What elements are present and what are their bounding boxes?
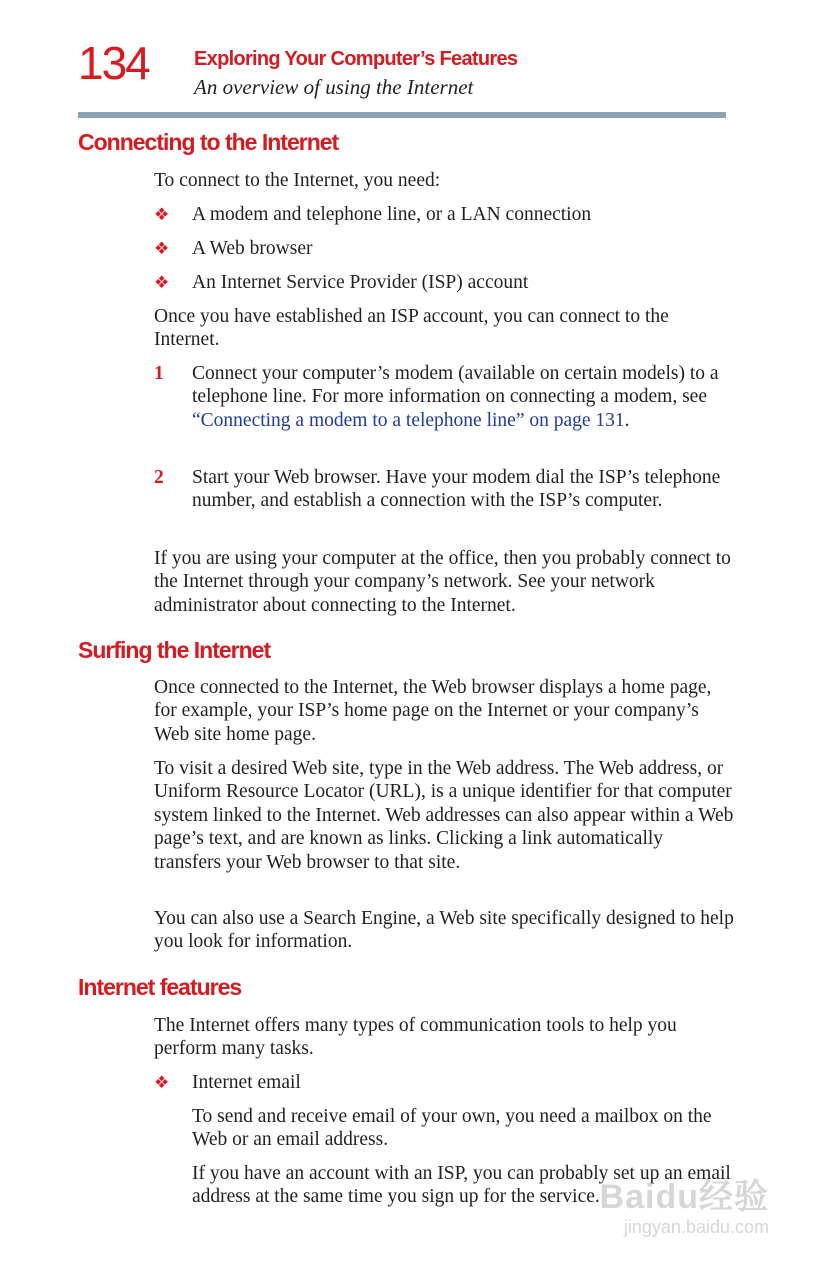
connecting-para3: If you are using your computer at the office, then you probably connect to the Internet through your company’s network. See your network administrator about connecting to the Internet. <box>154 548 731 616</box>
heading-features: Internet features <box>78 974 242 1000</box>
chapter-title: Exploring Your Computer’s Features <box>194 48 518 70</box>
step-1-text <box>192 362 737 432</box>
step-1-text-before: Connect your computer’s modem (available on certain models) to a telephone line. For more information on connecting a modem, see <box>192 363 719 408</box>
bullet-item-modem: A modem and telephone line, or a LAN connection <box>192 204 592 225</box>
heading-surfing: Surfing the Internet <box>78 637 271 663</box>
bullet-item-browser: A Web browser <box>192 238 313 259</box>
watermark <box>600 1180 769 1236</box>
bullet-icon: ❖ <box>154 239 170 258</box>
heading-connecting: Connecting to the Internet <box>78 129 339 155</box>
bullet-icon: ❖ <box>154 205 170 224</box>
step-2-text: Start your Web browser. Have your modem dial the ISP’s telephone number, and establish a connection with the ISP’s computer. <box>192 467 721 512</box>
email-para1: To send and receive email of your own, you need a mailbox on the Web or an email address. <box>192 1106 712 1151</box>
header-rule <box>78 112 726 118</box>
modem-link[interactable]: “Connecting a modem to a telephone line” on page 131 <box>192 409 625 431</box>
bullet-item-isp: An Internet Service Provider (ISP) account <box>192 272 529 293</box>
surfing-para1: Once connected to the Internet, the Web browser displays a home page, for example, your ISP’s home page on the Internet or your company’s Web site home page. <box>154 677 712 745</box>
step-number-1: 1 <box>154 363 164 384</box>
email-para2: If you have an account with an ISP, you can probably set up an email address at the same time you sign up for the service. <box>192 1163 731 1208</box>
step-1-text-after: . <box>624 409 630 431</box>
surfing-para3: You can also use a Search Engine, a Web site specifically designed to help you look for information. <box>154 908 734 953</box>
watermark-logo: Baidu经验 <box>599 1178 769 1216</box>
bullet-icon: ❖ <box>154 273 170 292</box>
connecting-para2: Once you have established an ISP account, you can connect to the Internet. <box>154 306 669 351</box>
section-subtitle: An overview of using the Internet <box>194 75 474 99</box>
step-number-2: 2 <box>154 467 164 488</box>
page-number: 134 <box>78 37 149 89</box>
features-para1: The Internet offers many types of communication tools to help you perform many tasks. <box>154 1015 677 1060</box>
bullet-item-email: Internet email <box>192 1072 301 1093</box>
surfing-para2: To visit a desired Web site, type in the Web address. The Web address, or Uniform Resource Locator (URL), is a unique identifier for that computer system linked to the Internet. Web addresses can also appear within a Web page’s text, and are known as links. Clicking a link automatically transfers your Web browser to that site. <box>154 758 734 873</box>
connecting-intro: To connect to the Internet, you need: <box>154 170 441 191</box>
bullet-icon: ❖ <box>154 1073 170 1092</box>
watermark-url: jingyan.baidu.com <box>623 1217 769 1237</box>
